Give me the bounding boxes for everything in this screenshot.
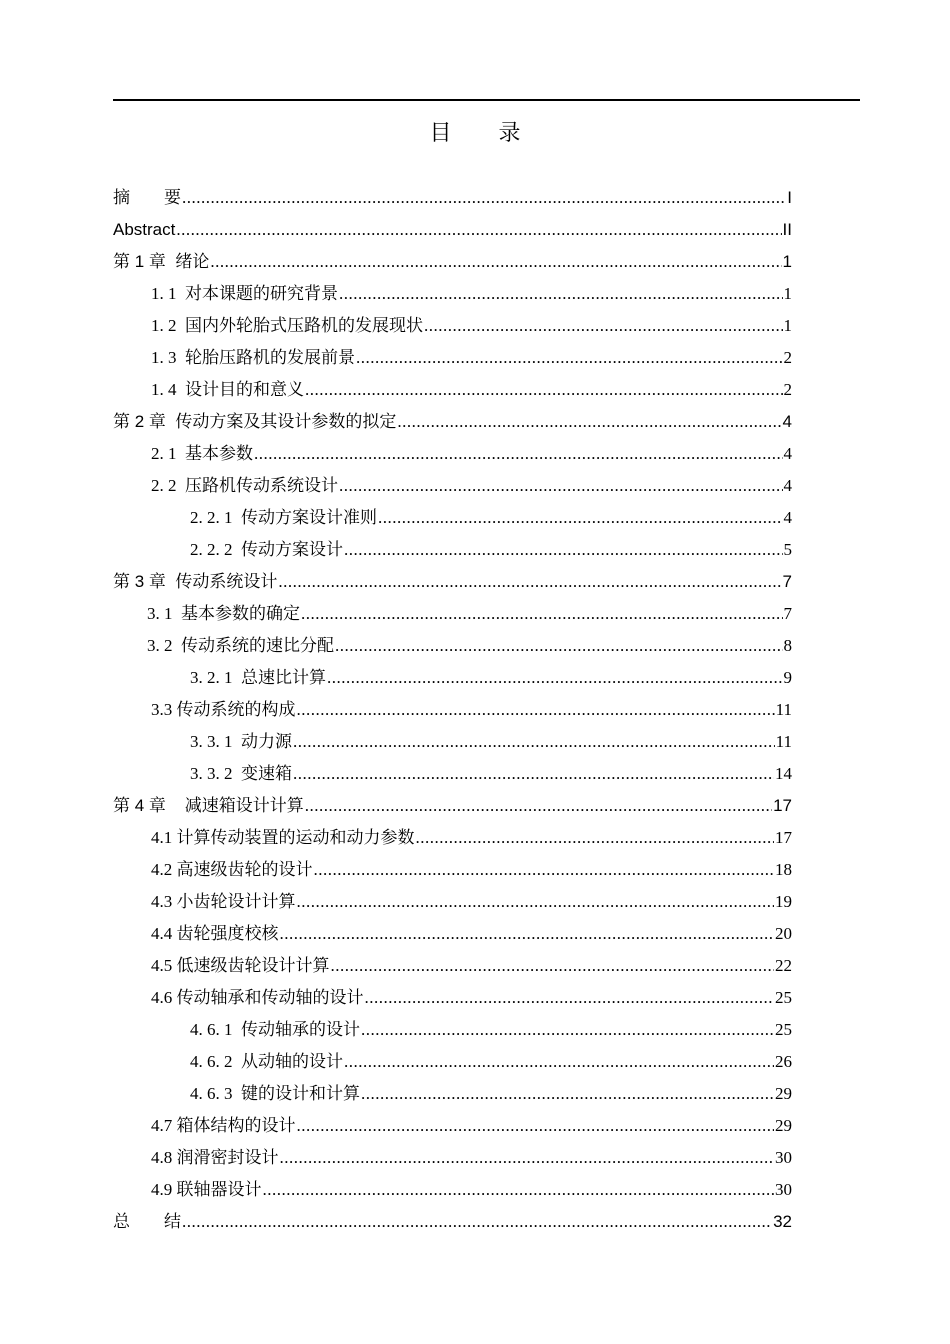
toc-entry-label: 4.1 计算传动装置的运动和动力参数	[151, 828, 415, 847]
toc-entry-label: 4.9 联轴器设计	[151, 1180, 262, 1199]
toc-entry-label: 总 结	[113, 1212, 181, 1231]
toc-entry-page-number: 1	[782, 252, 792, 271]
toc-entry-label: 3. 1 基本参数的确定	[147, 604, 300, 623]
toc-entry[interactable]	[113, 886, 792, 918]
header-rule	[113, 99, 860, 101]
toc-entry-page-number: 4	[783, 508, 792, 527]
toc-entry-label: 1. 1 对本课题的研究背景	[151, 284, 338, 303]
toc-dot-leader	[344, 1046, 774, 1078]
toc-entry-label: 3.3 传动系统的构成	[151, 700, 296, 719]
toc-entry[interactable]	[113, 278, 792, 310]
toc-entry-page-number: 14	[775, 764, 792, 783]
toc-entry-page-number: 1	[783, 284, 792, 303]
toc-entry-label: 第 4 章 减速箱设计计算	[113, 796, 304, 815]
toc-entry[interactable]	[113, 374, 792, 406]
toc-entry-page-number: 30	[775, 1148, 792, 1167]
toc-entry-label: 4. 6. 2 从动轴的设计	[190, 1052, 343, 1071]
toc-dot-leader	[416, 822, 775, 854]
toc-dot-leader	[331, 950, 775, 982]
toc-dot-leader	[378, 502, 783, 534]
toc-entry-label: 2. 2 压路机传动系统设计	[151, 476, 338, 495]
toc-entry[interactable]	[113, 598, 792, 630]
toc-entry-label: 3. 2. 1 总速比计算	[190, 668, 326, 687]
toc-entry[interactable]	[113, 214, 792, 246]
toc-entry[interactable]	[113, 1206, 792, 1238]
toc-entry-label: 4.4 齿轮强度校核	[151, 924, 279, 943]
toc-entry-page-number: 8	[783, 636, 792, 655]
toc-entry[interactable]	[113, 694, 792, 726]
toc-entry-page-number: 29	[775, 1116, 792, 1135]
toc-dot-leader	[305, 790, 772, 822]
toc-entry[interactable]	[113, 758, 792, 790]
toc-dot-leader	[297, 886, 775, 918]
toc-entry-label: 2. 2. 2 传动方案设计	[190, 540, 343, 559]
toc-entry[interactable]	[113, 182, 792, 214]
toc-entry[interactable]	[113, 502, 792, 534]
toc-entry-page-number: II	[782, 220, 792, 239]
toc-entry-page-number: 4	[783, 444, 792, 463]
toc-entry-label: 4.2 高速级齿轮的设计	[151, 860, 313, 879]
toc-dot-leader	[297, 694, 775, 726]
toc-entry-page-number: 17	[773, 796, 792, 815]
toc-entry-label: 2. 1 基本参数	[151, 444, 253, 463]
toc-entry-label: 摘 要	[113, 188, 181, 207]
toc-entry-page-number: 4	[782, 412, 792, 431]
toc-entry-label: 4.7 箱体结构的设计	[151, 1116, 296, 1135]
toc-dot-leader	[339, 278, 783, 310]
toc-dot-leader	[305, 374, 783, 406]
toc-dot-leader	[361, 1014, 774, 1046]
toc-entry-page-number: 7	[783, 604, 792, 623]
toc-entry-page-number: 18	[775, 860, 792, 879]
toc-dot-leader	[263, 1174, 775, 1206]
toc-entry-label: 3. 2 传动系统的速比分配	[147, 636, 334, 655]
toc-entry-label: 4.8 润滑密封设计	[151, 1148, 279, 1167]
toc-entry-page-number: 2	[783, 380, 792, 399]
toc-entry[interactable]	[113, 630, 792, 662]
toc-dot-leader	[314, 854, 775, 886]
toc-dot-leader	[293, 726, 775, 758]
toc-dot-leader	[424, 310, 783, 342]
toc-entry-page-number: 25	[775, 1020, 792, 1039]
toc-entry[interactable]	[113, 1142, 792, 1174]
toc-entry[interactable]	[113, 1014, 792, 1046]
toc-dot-leader	[356, 342, 783, 374]
toc-dot-leader	[397, 406, 781, 438]
toc-dot-leader	[344, 534, 783, 566]
toc-dot-leader	[176, 214, 781, 246]
toc-dot-leader	[297, 1110, 775, 1142]
table-of-contents	[113, 182, 792, 1238]
toc-dot-leader	[254, 438, 783, 470]
toc-entry[interactable]	[113, 1174, 792, 1206]
toc-entry-page-number: 9	[783, 668, 792, 687]
toc-entry[interactable]	[113, 822, 792, 854]
toc-entry-page-number: 22	[775, 956, 792, 975]
toc-entry-page-number: 32	[773, 1212, 792, 1231]
toc-entry-label: 1. 4 设计目的和意义	[151, 380, 304, 399]
toc-entry-label: Abstract	[113, 220, 176, 239]
toc-entry[interactable]	[113, 726, 792, 758]
toc-entry-page-number: 30	[775, 1180, 792, 1199]
toc-entry-page-number: 11	[775, 700, 792, 719]
toc-entry-label: 4.6 传动轴承和传动轴的设计	[151, 988, 364, 1007]
toc-dot-leader	[182, 182, 786, 214]
toc-dot-leader	[365, 982, 775, 1014]
toc-entry[interactable]	[113, 854, 792, 886]
toc-entry-page-number: 7	[782, 572, 792, 591]
toc-dot-leader	[293, 758, 774, 790]
toc-entry-label: 2. 2. 1 传动方案设计准则	[190, 508, 377, 527]
toc-entry-page-number: 1	[783, 316, 792, 335]
toc-entry-label: 4. 6. 1 传动轴承的设计	[190, 1020, 360, 1039]
toc-dot-leader	[280, 918, 775, 950]
page-title: 目 录	[429, 121, 541, 146]
toc-entry[interactable]	[113, 790, 792, 822]
toc-entry-page-number: 29	[775, 1084, 792, 1103]
toc-entry-label: 4. 6. 3 键的设计和计算	[190, 1084, 360, 1103]
toc-dot-leader	[361, 1078, 774, 1110]
toc-entry[interactable]	[113, 1078, 792, 1110]
toc-entry-page-number: 11	[775, 732, 792, 751]
toc-entry-page-number: 19	[775, 892, 792, 911]
toc-entry[interactable]	[113, 342, 792, 374]
toc-entry[interactable]	[113, 566, 792, 598]
toc-entry[interactable]	[113, 950, 792, 982]
toc-entry-page-number: 4	[783, 476, 792, 495]
toc-entry-label: 第 2 章 传动方案及其设计参数的拟定	[113, 412, 397, 431]
toc-dot-leader	[339, 470, 783, 502]
toc-entry[interactable]	[113, 1046, 792, 1078]
toc-entry-label: 1. 3 轮胎压路机的发展前景	[151, 348, 355, 367]
toc-entry[interactable]	[113, 1110, 792, 1142]
toc-entry-page-number: 5	[783, 540, 792, 559]
toc-entry-page-number: 17	[775, 828, 792, 847]
toc-dot-leader	[301, 598, 783, 630]
toc-entry-label: 4.5 低速级齿轮设计计算	[151, 956, 330, 975]
toc-dot-leader	[210, 246, 781, 278]
toc-entry[interactable]	[113, 310, 792, 342]
toc-entry[interactable]	[113, 246, 792, 278]
toc-entry-page-number: 25	[775, 988, 792, 1007]
toc-entry[interactable]	[113, 918, 792, 950]
toc-entry-label: 3. 3. 1 动力源	[190, 732, 292, 751]
toc-entry-label: 4.3 小齿轮设计计算	[151, 892, 296, 911]
toc-dot-leader	[335, 630, 783, 662]
toc-dot-leader	[278, 566, 781, 598]
toc-entry[interactable]	[113, 982, 792, 1014]
toc-entry[interactable]	[113, 662, 792, 694]
toc-entry-page-number: I	[787, 188, 792, 207]
toc-dot-leader	[182, 1206, 772, 1238]
toc-entry-label: 第 3 章 传动系统设计	[113, 572, 278, 591]
toc-dot-leader	[327, 662, 783, 694]
toc-dot-leader	[280, 1142, 775, 1174]
toc-entry-page-number: 26	[775, 1052, 792, 1071]
toc-entry-page-number: 2	[783, 348, 792, 367]
toc-entry-label: 3. 3. 2 变速箱	[190, 764, 292, 783]
toc-entry[interactable]	[113, 470, 792, 502]
toc-entry[interactable]	[113, 534, 792, 566]
toc-entry[interactable]	[113, 438, 792, 470]
toc-entry[interactable]	[113, 406, 792, 438]
toc-entry-label: 1. 2 国内外轮胎式压路机的发展现状	[151, 316, 423, 335]
toc-entry-page-number: 20	[775, 924, 792, 943]
toc-entry-label: 第 1 章 绪论	[113, 252, 210, 271]
